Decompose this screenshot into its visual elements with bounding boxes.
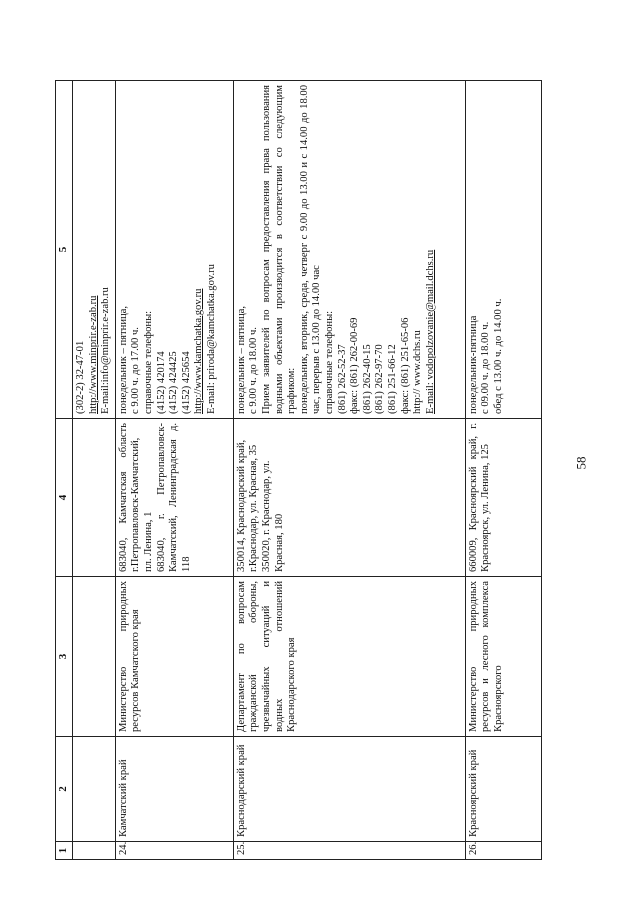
email-text: E-mail:info@minprir.e-zab.ru [100,287,112,414]
website-text: http:// www.dchs.ru [412,330,424,414]
email-link[interactable]: E-mail: vodopolzovanie@mail.dchs.ru [424,249,436,414]
contact-fax: факс: (861) 262-00-69 [349,317,361,414]
contact-line: с 9.00 ч. до 17.00 ч. [130,327,142,414]
rotated-page [55,80,537,860]
contacts-cell [115,81,233,419]
contact-line: понедельник – пятница, [117,305,129,414]
contact-phone: (861) 262-40-15 [361,344,373,414]
organization-cell: Министерство природных ресурсов Камчатского края [115,577,233,737]
page-number: 58 [573,456,589,470]
region-cell: Камчатский край [115,737,233,842]
contact-line: Прием заявителей по вопросам предоставления права пользования водными объектами производится в соответствии со следующим графиком: [260,85,298,414]
address-line: 350014, Краснодарский край, г.Краснодар, ул. Красная, 35 [235,439,260,572]
website-link[interactable]: http://www.kamchatka.gov.ru [193,288,205,414]
row-number [73,842,116,860]
region-cell [73,737,116,842]
contact-fax: факс: (861) 251-65-06 [399,317,411,414]
contact-phone: (4152) 420174 [155,351,167,414]
contacts-cell [73,81,116,419]
contact-line: понедельник-пятница [467,315,479,414]
organization-cell: Департамент по вопросам гражданской обороны, чрезвычайных ситуаций и водных отношений Краснодарского края [233,577,465,737]
row-number: 25. [233,842,465,860]
address-line: 350020, г. Краснодар, ул. Красная, 180 [260,460,285,572]
organizations-table [55,80,542,860]
contact-line: понедельник, вторник, среда, четверг с 9.00 до 13.00 и с 14.00 до 18.00 час, перерыв с 13.00 до 14.00 час [298,85,323,414]
address-line: 660009, Красноярский край, г. Красноярск, ул. Ленина, 125 [467,423,492,572]
contact-phone: (4152) 424425 [168,351,180,414]
header-col-5: 5 [56,81,73,419]
contact-line: с 9.00 ч. до 18.00 ч. [248,327,260,414]
contact-phone: (302-2) 32-47-01 [75,340,86,414]
organization-cell: Министерство природных ресурсов и лесного комплекса Красноярского [465,577,541,737]
header-col-1: 1 [56,842,73,860]
website-link[interactable]: http://www.minprir.e-zab.ru [87,295,99,414]
contact-phone: (4152) 425654 [180,351,192,414]
address-cell [115,419,233,577]
contact-phone: (861) 251-66-12 [386,344,398,414]
address-line: 683040, Камчатская область г.Петропавловск-Камчатский, пл. Ленина, 1 [117,423,154,572]
row-number: 26. [465,842,541,860]
organization-cell [73,577,116,737]
address-line: 683040, г. Петропавловск-Камчатский, Ленинградская д. 118 [155,423,192,572]
region-cell: Краснодарский край [233,737,465,842]
header-col-4: 4 [56,419,73,577]
table-row [73,81,116,860]
header-col-3: 3 [56,577,73,737]
contact-phone: (861) 262-52-37 [336,344,348,414]
contact-line: с 09.00 ч. до 18.00 ч. [480,321,492,414]
email-text: E-mail: priroda@kamchatka.gov.ru [205,264,217,414]
region-cell: Красноярский край [465,737,541,842]
address-cell [465,419,541,577]
contact-line: справочные телефоны: [142,310,154,414]
row-number: 24. [115,842,233,860]
table-row [115,81,233,860]
contacts-cell [233,81,465,419]
address-cell [73,419,116,577]
table-row [465,81,541,860]
table-row [233,81,465,860]
contacts-cell [465,81,541,419]
header-row [56,81,73,860]
contact-phone: (861) 262-97-70 [374,344,386,414]
contact-line: понедельник – пятница, [235,305,247,414]
contact-line: обед с 13.00 ч. до 14.00 ч. [492,298,504,414]
header-col-2: 2 [56,737,73,842]
contact-line: справочные телефоны: [323,310,335,414]
address-cell [233,419,465,577]
